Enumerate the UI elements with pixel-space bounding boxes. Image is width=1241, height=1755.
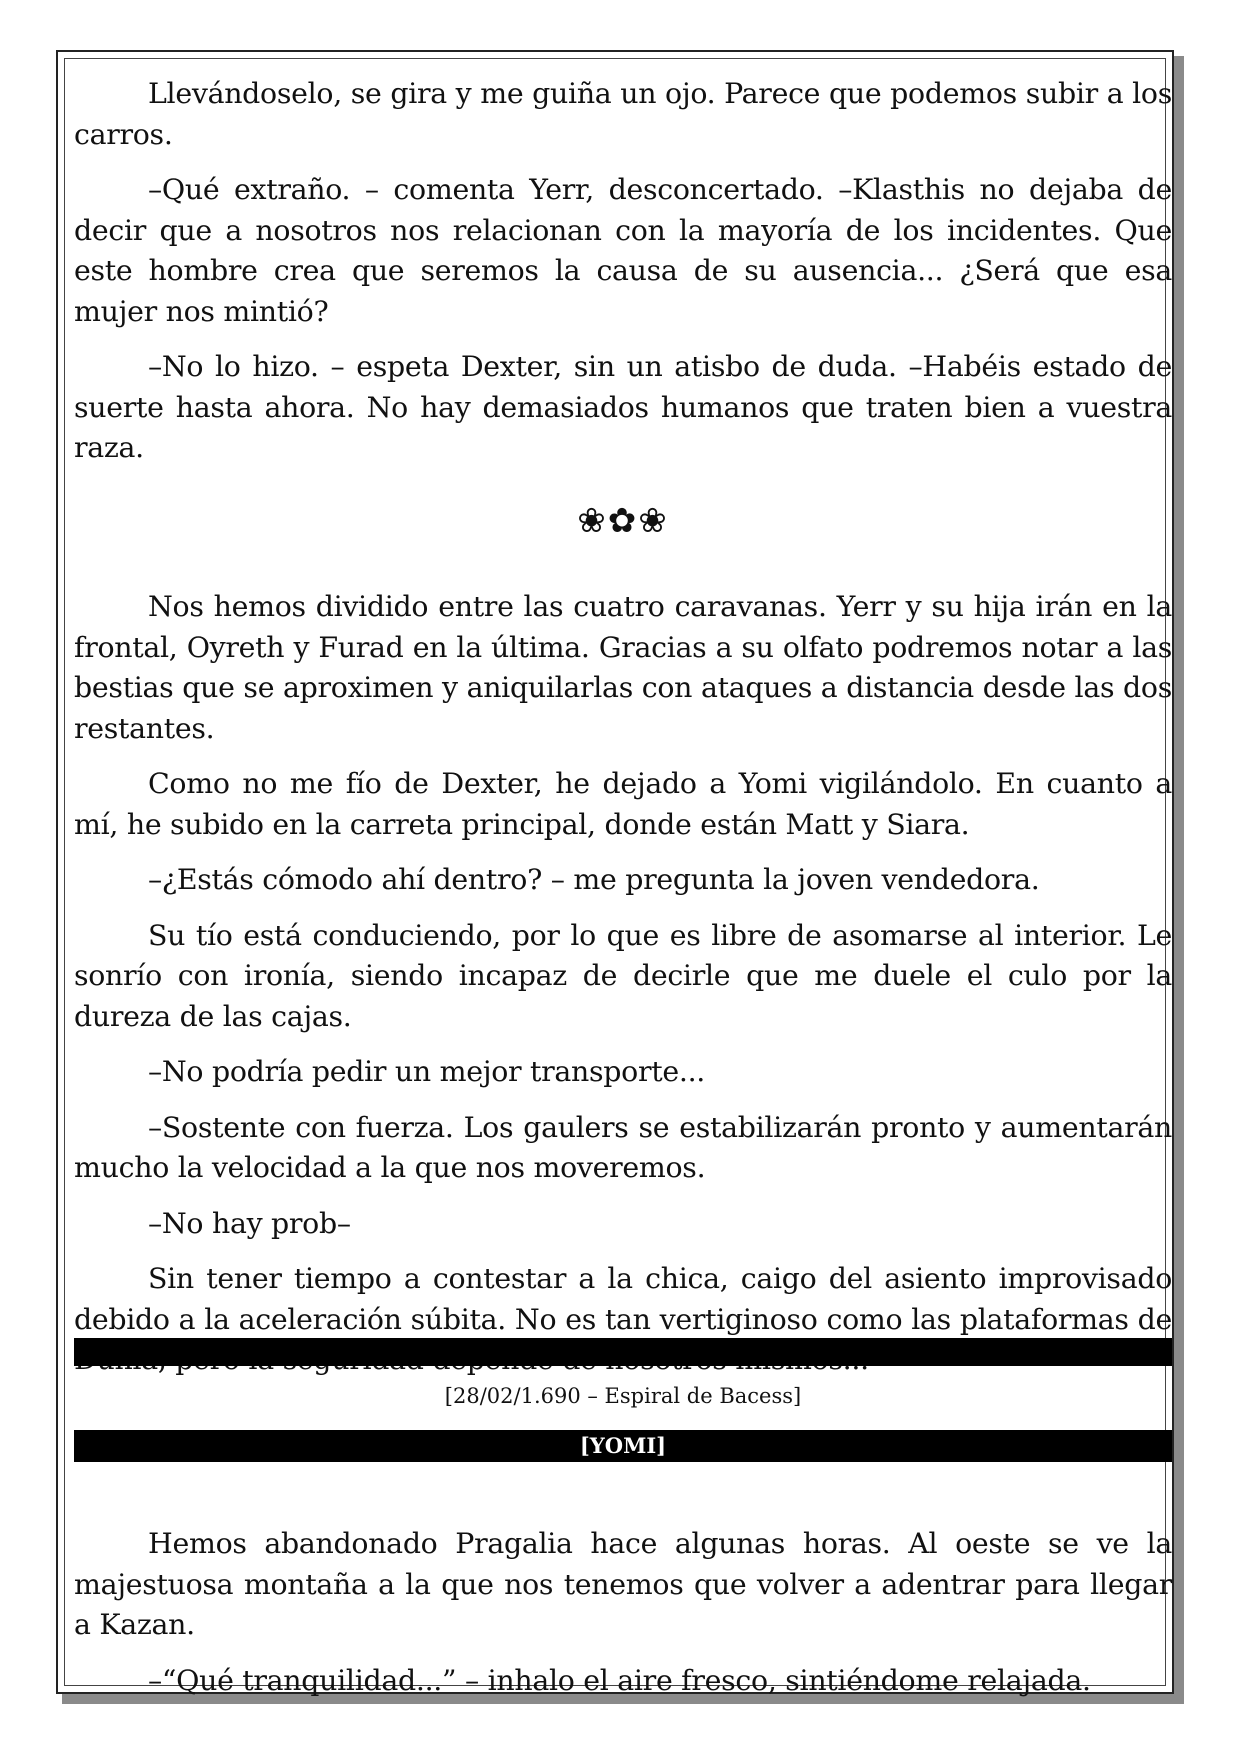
paragraph: –¿Estás cómodo ahí dentro? – me pregunta la joven vendedora. — [148, 863, 1040, 896]
paragraph: Su tío está conduciendo, por lo que es libre de asomarse al interior. Le sonrío con ironía, siendo incapaz de decirle que me duele el culo por la dureza de las cajas. — [74, 918, 1172, 1033]
text-body — [74, 74, 1172, 1396]
chapter-dateline: [28/02/1.690 – Espiral de Bacess] — [444, 1384, 802, 1408]
paragraph: Nos hemos dividido entre las cuatro caravanas. Yerr y su hija irán en la frontal, Oyreth y Furad en la última. Gracias a su olfato podremos notar a las bestias que se aproximen y aniquilarlas con ataques a distancia desde las dos restantes. — [74, 590, 1172, 745]
paragraph: –No lo hizo. – espeta Dexter, sin un atisbo de duda. –Habéis estado de suerte hasta ahora. No hay demasiados humanos que traten bien a vuestra raza. — [74, 350, 1172, 464]
paragraph: –Qué extraño. – comenta Yerr, desconcertado. –Klasthis no dejaba de decir que a nosotros nos relacionan con la mayoría de los incidentes. Que este hombre crea que seremos la causa de su ausencia... ¿Será que esa mujer nos mintió? — [74, 173, 1172, 328]
paragraph: Llevándoselo, se gira y me guiña un ojo. Parece que podemos subir a los carros. — [74, 77, 1172, 151]
text-body-continued — [74, 1524, 1172, 1716]
paragraph: –Sostente con fuerza. Los gaulers se estabilizarán pronto y aumentarán mucho la velocidad a la que nos moveremos. — [74, 1110, 1172, 1184]
paragraph: Como no me fío de Dexter, he dejado a Yomi vigilándolo. En cuanto a mí, he subido en la carreta principal, donde están Matt y Siara. — [74, 767, 1172, 841]
paragraph: –“Qué tranquilidad...” – inhalo el aire fresco, sintiéndome relajada. — [148, 1663, 1091, 1697]
paragraph: –No hay prob– — [148, 1206, 351, 1240]
paragraph: Sin tener tiempo a contestar a la chica, caigo del asiento improvisado debido a la aceleración súbita. No es tan vertiginoso como las plataformas de — [74, 1262, 1172, 1336]
paragraph: Hemos abandonado Pragalia hace algunas horas. Al oeste se ve la majestuosa montaña a la que nos tenemos que volver a adentrar para llegar a Kazan. — [74, 1527, 1172, 1641]
scene-break-ornament: ❀✿❀ — [577, 500, 669, 541]
pov-name-banner: [YOMI] — [74, 1430, 1172, 1462]
paragraph: –No podría pedir un mejor transporte... — [148, 1055, 706, 1088]
section-divider-bar — [74, 1338, 1172, 1366]
